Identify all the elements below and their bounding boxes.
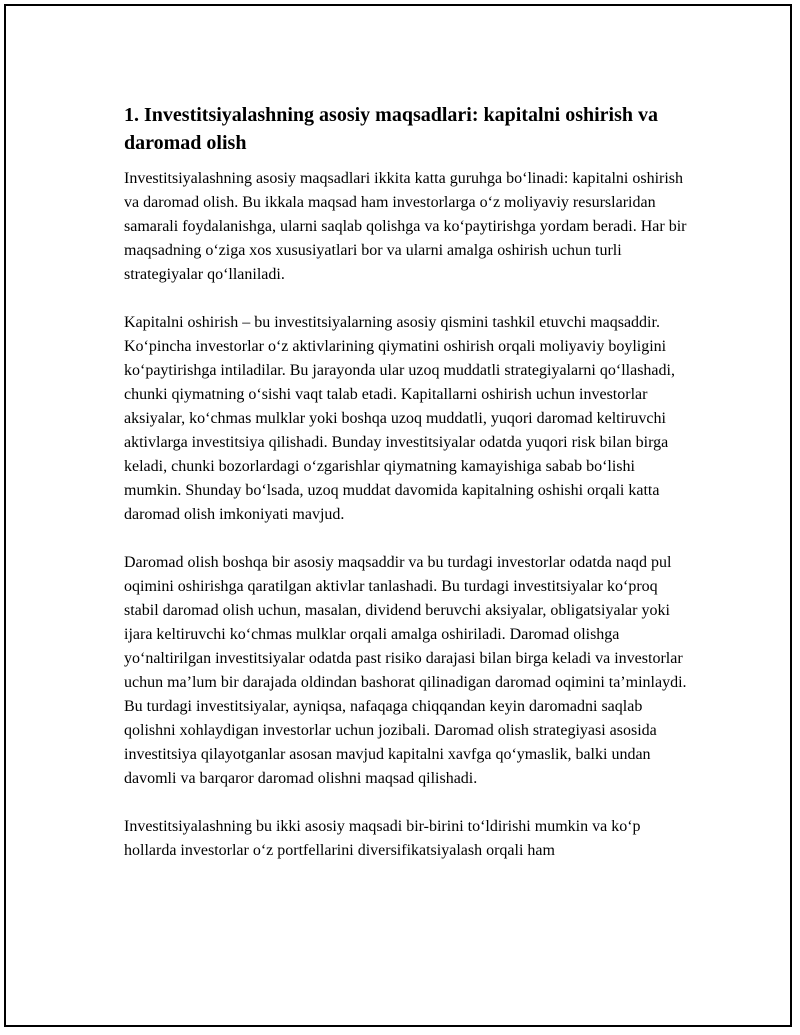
document-body (124, 101, 694, 887)
paragraph-conclusion: Investitsiyalashning bu ikki asosiy maqsadi bir-birini to‘ldirishi mumkin va ko‘p hollarda investorlar o‘z portfellarini diversifikatsiyalash orqali ham (124, 818, 641, 859)
paragraph-intro: Investitsiyalashning asosiy maqsadlari ikkita katta guruhga bo‘linadi: kapitalni oshirish va daromad olish. Bu ikkala maqsad ham investorlarga o‘z moliyaviy resurslaridan samarali foydalanishga, ularni saqlab qolishga va ko‘paytirishga yordam beradi. Har bir maqsadning o‘ziga xos xususiyatlari bor va ularni amalga oshirish uchun turli strategiyalar qo‘llaniladi. (124, 170, 687, 283)
paragraph-capital-growth: Kapitalni oshirish – bu investitsiyalarning asosiy qismini tashkil etuvchi maqsaddir. Ko‘pincha investorlar o‘z aktivlarining qiymatini oshirish orqali moliyaviy boyligini ko‘paytirishga intiladilar. Bu jarayonda ular uzoq muddatli strategiyalarni qo‘llashadi, chunki qiymatning o‘sishi vaqt talab etadi. Kapitallarni oshirish uchun investorlar aksiyalar, ko‘chmas mulklar yoki boshqa uzoq muddatli, yuqori daromad keltiruvchi aktivlarga investitsiya qilishadi. Bunday investitsiyalar odatda yuqori risk bilan birga keladi, chunki bozorlardagi o‘zgarishlar qiymatning kamayishiga sabab bo‘lishi mumkin. Shunday bo‘lsada, uzoq muddat davomida kapitalning oshishi orqali katta daromad olish imkoniyati mavjud. (124, 314, 675, 523)
paragraph-income: Daromad olish boshqa bir asosiy maqsaddir va bu turdagi investorlar odatda naqd pul oqimini oshirishga qaratilgan aktivlar tanlashadi. Bu turdagi investitsiyalar ko‘proq stabil daromad olish uchun, masalan, dividend beruvchi aksiyalar, obligatsiyalar yoki ijara keltiruvchi ko‘chmas mulklar orqali amalga oshiriladi. Daromad olishga yo‘naltirilgan investitsiyalar odatda past risiko darajasi bilan birga keladi va investorlar uchun ma’lum bir darajada oldindan bashorat qilinadigan daromad oqimini ta’minlaydi. Bu turdagi investitsiyalar, ayniqsa, nafaqaga chiqqandan keyin daromadni saqlab qolishni xohlaydigan investorlar uchun jozibali. Daromad olish strategiyasi asosida investitsiya qilayotganlar asosan mavjud kapitalni xavfga qo‘ymaslik, balki undan davomli va barqaror daromad olishni maqsad qilishadi. (124, 554, 687, 787)
page-frame (4, 4, 792, 1027)
section-heading: 1. Investitsiyalashning asosiy maqsadlari: kapitalni oshirish va daromad olish (124, 104, 659, 154)
